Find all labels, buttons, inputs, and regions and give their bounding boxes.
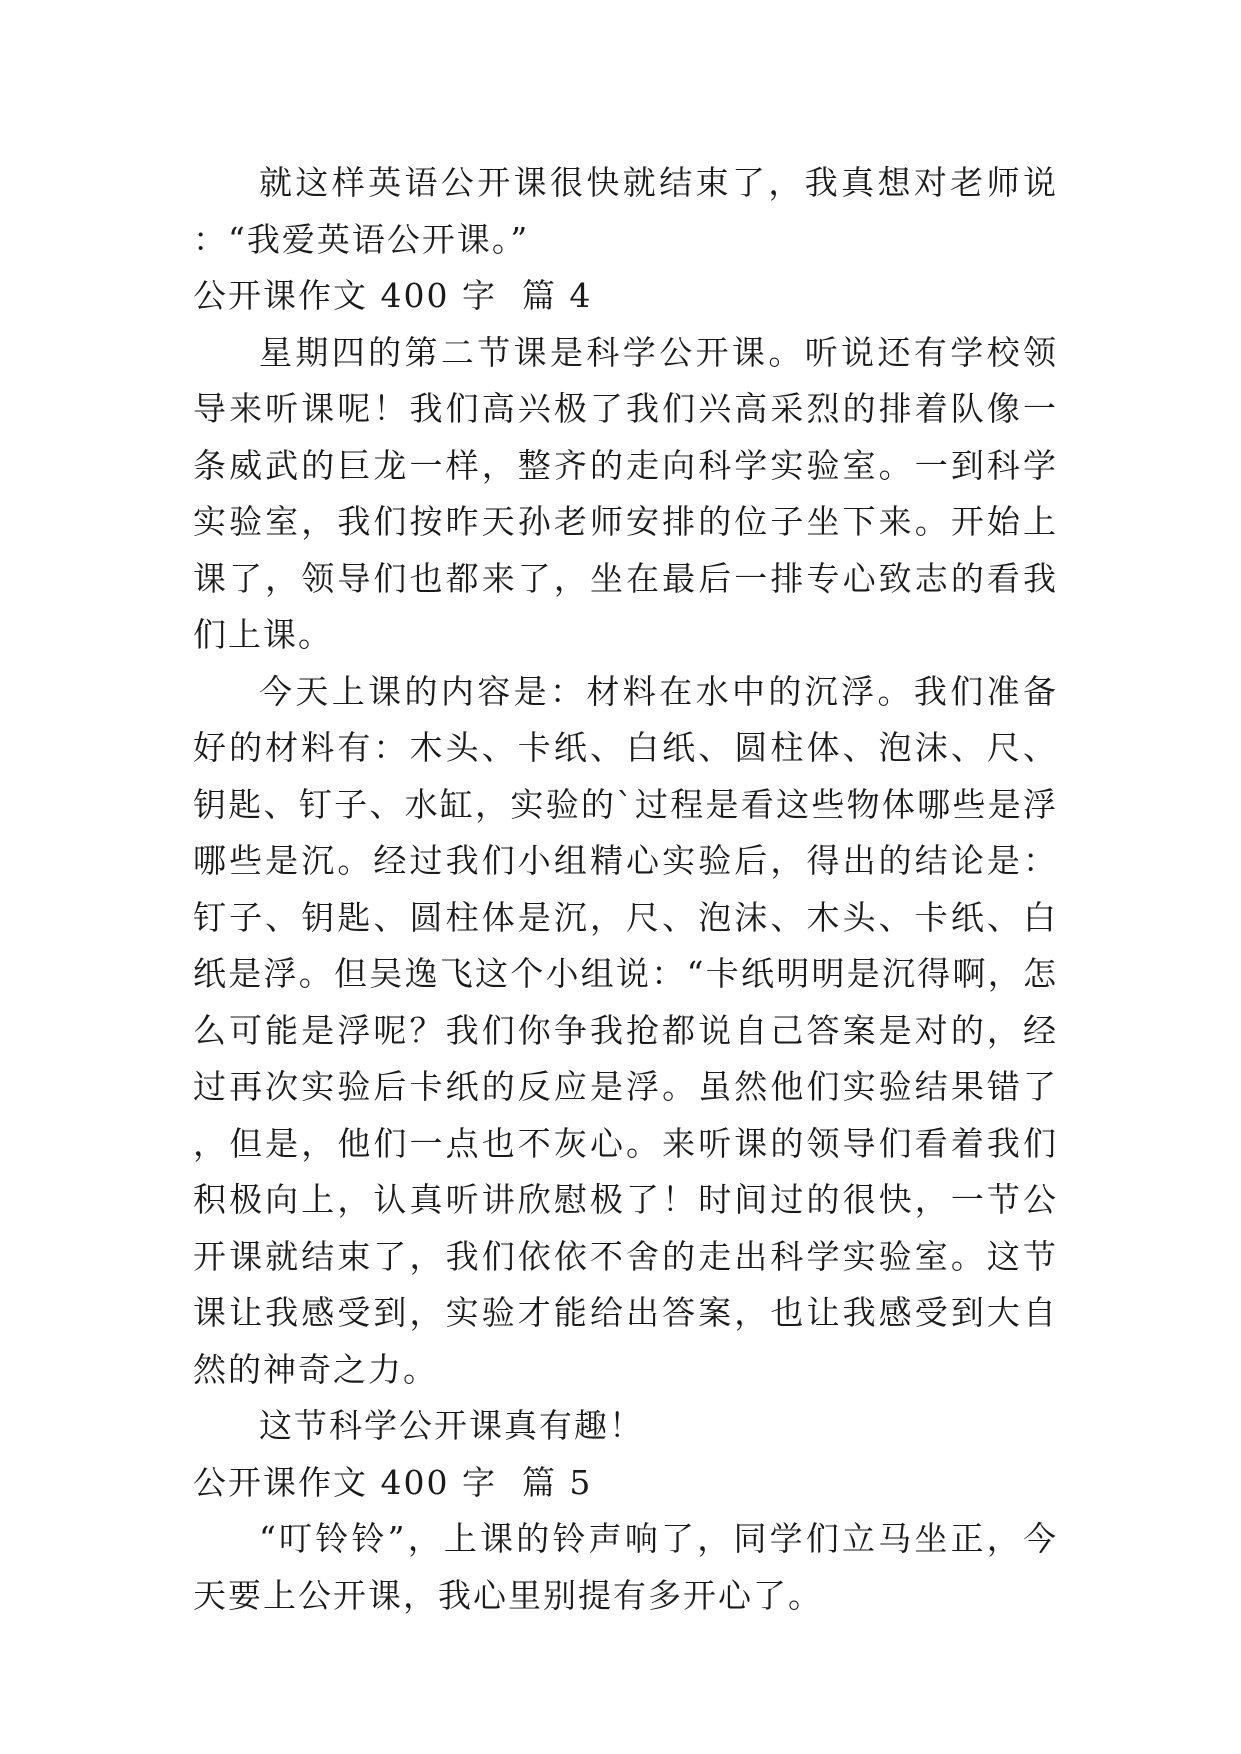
- document-body: [193, 155, 1058, 1624]
- section-heading-5: 公开课作文 400 字 篇 5: [193, 1462, 593, 1502]
- paragraph-4-1: 星期四的第二节课是科学公开课。听说还有学校领导来听课呢！我们高兴极了我们兴高采烈的排着队像一条威武的巨龙一样，整齐的走向科学实验室。一到科学实验室，我们按昨天孙老师安排的位子坐下来。开始上课了，领导们也都来了，坐在最后一排专心致志的看我们上课。: [193, 332, 1058, 654]
- paragraph-ending: 就这样英语公开课很快就结束了，我真想对老师说：“我爱英语公开课。”: [193, 163, 1058, 259]
- paragraph-4-2: 今天上课的内容是：材料在水中的沉浮。我们准备好的材料有：木头、卡纸、白纸、圆柱体、泡沫、尺、钥匙、钉子、水缸，实验的`过程是看这些物体哪些是浮哪些是沉。经过我们小组精心实验后，得出的结论是：钉子、钥匙、圆柱体是沉，尺、泡沫、木头、卡纸、白纸是浮。但吴逸飞这个小组说：“卡纸明明是沉得啊，怎么可能是浮呢？我们你争我抢都说自己答案是对的，经过再次实验后卡纸的反应是浮。虽然他们实验结果错了，但是，他们一点也不灰心。来听课的领导们看着我们积极向上，认真听讲欣慰极了！时间过的很快，一节公开课就结束了，我们依依不舍的走出科学实验室。这节课让我感受到，实验才能给出答案，也让我感受到大自然的神奇之力。: [193, 671, 1058, 1389]
- paragraph-4-3: 这节科学公开课真有趣！: [259, 1406, 644, 1445]
- paragraph-5-1: “叮铃铃”，上课的铃声响了，同学们立马坐正，今天要上公开课，我心里别提有多开心了。: [193, 1519, 1058, 1615]
- section-heading-4: 公开课作文 400 字 篇 4: [193, 276, 593, 315]
